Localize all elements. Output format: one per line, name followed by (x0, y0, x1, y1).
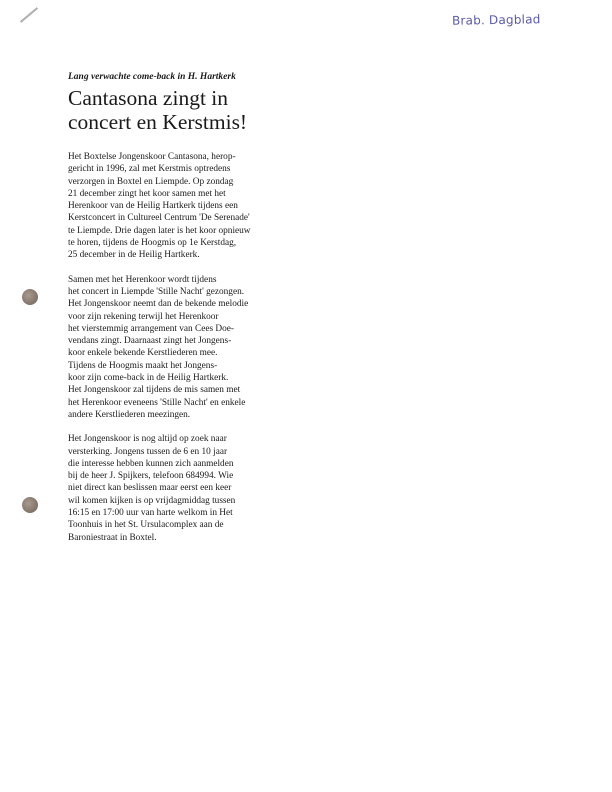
headline-line: Cantasona zingt in (68, 86, 229, 110)
text-line: versterking. Jongens tussen de 6 en 10 jaar (68, 446, 228, 457)
pen-mark (20, 7, 38, 23)
text-line: het vierstemmig arrangement van Cees Doe- (68, 323, 234, 334)
text-line: verzorgen in Boxtel en Liempde. Op zondag (68, 176, 234, 187)
text-line: 16:15 en 17:00 uur van harte welkom in Het (68, 508, 233, 519)
article-headline (68, 86, 308, 134)
text-line: Samen met het Herenkoor wordt tijdens (68, 274, 217, 285)
text-line: niet direct kan beslissen maar eerst een keer (68, 483, 232, 494)
text-line: Het Boxtelse Jongenskoor Cantasona, herop- (68, 152, 236, 162)
text-line: 25 december in de Heilig Hartkerk. (68, 250, 200, 261)
text-line: Tijdens de Hoogmis maakt het Jongens- (68, 360, 218, 371)
article-paragraph-1 (68, 151, 308, 262)
text-line: het concert in Liempde 'Stille Nacht' gezongen. (68, 286, 245, 297)
punch-hole-top (22, 289, 38, 305)
text-line: andere Kerstliederen meezingen. (68, 409, 191, 420)
text-line: Het Jongenskoor is nog altijd op zoek naar (68, 434, 227, 445)
text-line: vendans zingt. Daarnaast zingt het Jongens- (68, 336, 232, 347)
text-line: Herenkoor van de Heilig Hartkerk tijdens een (68, 201, 238, 212)
article-paragraph-2 (68, 274, 308, 422)
text-line: te horen, tijdens de Hoogmis op 1e Kerstdag, (68, 238, 237, 249)
text-line: Het Jongenskoor zal tijdens de mis samen met (68, 385, 241, 396)
newspaper-article (68, 72, 308, 556)
text-line: Toonhuis in het St. Ursulacomplex aan de (68, 520, 224, 531)
text-line: Het Jongenskoor neemt dan de bekende melodie (68, 299, 249, 310)
text-line: te Liempde. Drie dagen later is het koor opnieuw (68, 225, 251, 236)
text-line: 21 december zingt het koor samen met het (68, 188, 226, 199)
punch-hole-bottom (22, 497, 38, 513)
text-line: wil komen kijken is op vrijdagmiddag tussen (68, 495, 236, 506)
text-line: voor zijn rekening terwijl het Herenkoor (68, 311, 219, 322)
text-line: koor zijn come-back in de Heilig Hartkerk. (68, 373, 229, 384)
text-line: bij de heer J. Spijkers, telefoon 684994. Wie (68, 471, 234, 482)
handwritten-source-note: Brab. Dagblad (451, 12, 541, 28)
text-line: gericht in 1996, zal met Kerstmis optredens (68, 164, 231, 175)
text-line: Kerstconcert in Cultureel Centrum 'De Serenade' (68, 213, 250, 224)
text-line: koor enkele bekende Kerstliederen mee. (68, 348, 218, 359)
text-line: Baroniestraat in Boxtel. (68, 532, 157, 543)
article-paragraph-3 (68, 433, 308, 544)
headline-line: concert en Kerstmis! (68, 110, 248, 134)
article-kicker: Lang verwachte come-back in H. Hartkerk (68, 72, 236, 82)
text-line: die interesse hebben kunnen zich aanmelden (68, 458, 234, 469)
text-line: het Herenkoor eveneens 'Stille Nacht' en enkele (68, 397, 246, 408)
